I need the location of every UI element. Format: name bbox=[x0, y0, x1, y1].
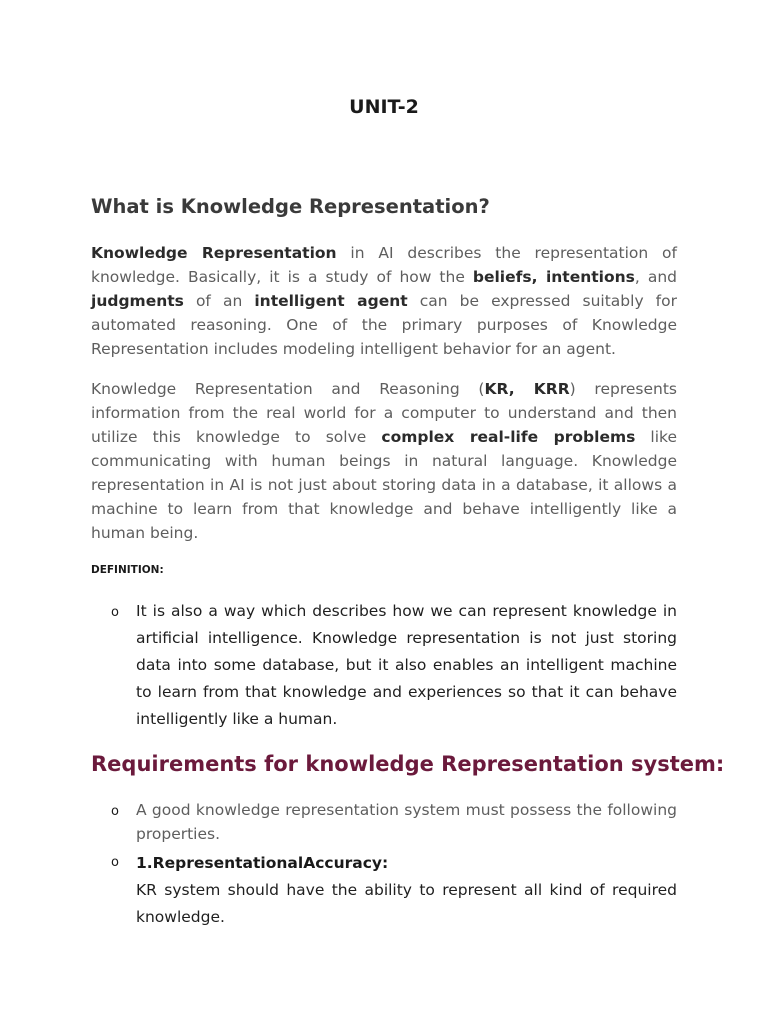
term-beliefs-intentions: beliefs, intentions bbox=[472, 268, 635, 286]
definition-list bbox=[91, 598, 677, 733]
text-run: ) represents information from the real world for a computer to understand and then utilize this knowledge to solve bbox=[91, 380, 677, 446]
requirements-list bbox=[91, 798, 677, 846]
bullet-circle-icon: o bbox=[111, 855, 119, 870]
definition-text: It is also a way which describes how we can represent knowledge in artificial intelligence. Knowledge representation is not just storing data into some database, but it also enables an intelligent machine to learn from that knowledge and experiences so that it can behave intelligently like a human. bbox=[136, 602, 677, 728]
bullet-circle-icon: o bbox=[111, 605, 119, 620]
text-run: Knowledge Representation and Reasoning ( bbox=[91, 380, 485, 398]
requirement-accuracy-heading: 1.RepresentationalAccuracy: bbox=[136, 854, 389, 872]
krr-paragraph bbox=[91, 377, 677, 545]
requirement-accuracy-body: KR system should have the ability to represent all kind of required knowledge. bbox=[136, 881, 677, 926]
term-knowledge-representation: Knowledge Representation bbox=[91, 244, 337, 262]
list-item bbox=[91, 798, 677, 846]
text-run: can be expressed suitably for automated reasoning. One of the primary purposes of Knowledge Representation includes modeling intelligent behavior for an agent. bbox=[91, 292, 677, 358]
term-kr-krr: KR, KRR bbox=[484, 380, 570, 398]
text-run: in AI describes the representation of knowledge. Basically, it is a study of how the bbox=[91, 244, 678, 286]
unit-title: UNIT-2 bbox=[349, 96, 419, 118]
text-run: , and bbox=[634, 268, 678, 286]
list-item bbox=[91, 598, 677, 733]
list-item bbox=[91, 850, 677, 931]
term-intelligent-agent: intelligent agent bbox=[254, 292, 408, 310]
requirements-list-2 bbox=[91, 850, 677, 931]
definition-label: DEFINITION: bbox=[91, 564, 164, 576]
bullet-circle-icon: o bbox=[111, 804, 119, 819]
intro-paragraph bbox=[91, 241, 677, 361]
term-judgments: judgments bbox=[91, 292, 184, 310]
term-complex-problems: complex real-life problems bbox=[381, 428, 636, 446]
requirement-accuracy bbox=[136, 850, 677, 931]
text-run: like communicating with human beings in natural language. Knowledge representation in AI is not just about storing data in a database, it allows a machine to learn from that knowledge and behave intelligently like a human being. bbox=[91, 428, 677, 542]
requirements-heading: Requirements for knowledge Representation system: bbox=[91, 752, 725, 776]
requirement-intro-text: A good knowledge representation system must possess the following properties. bbox=[136, 801, 677, 843]
text-run: of an bbox=[183, 292, 255, 310]
section-heading: What is Knowledge Representation? bbox=[91, 195, 490, 218]
